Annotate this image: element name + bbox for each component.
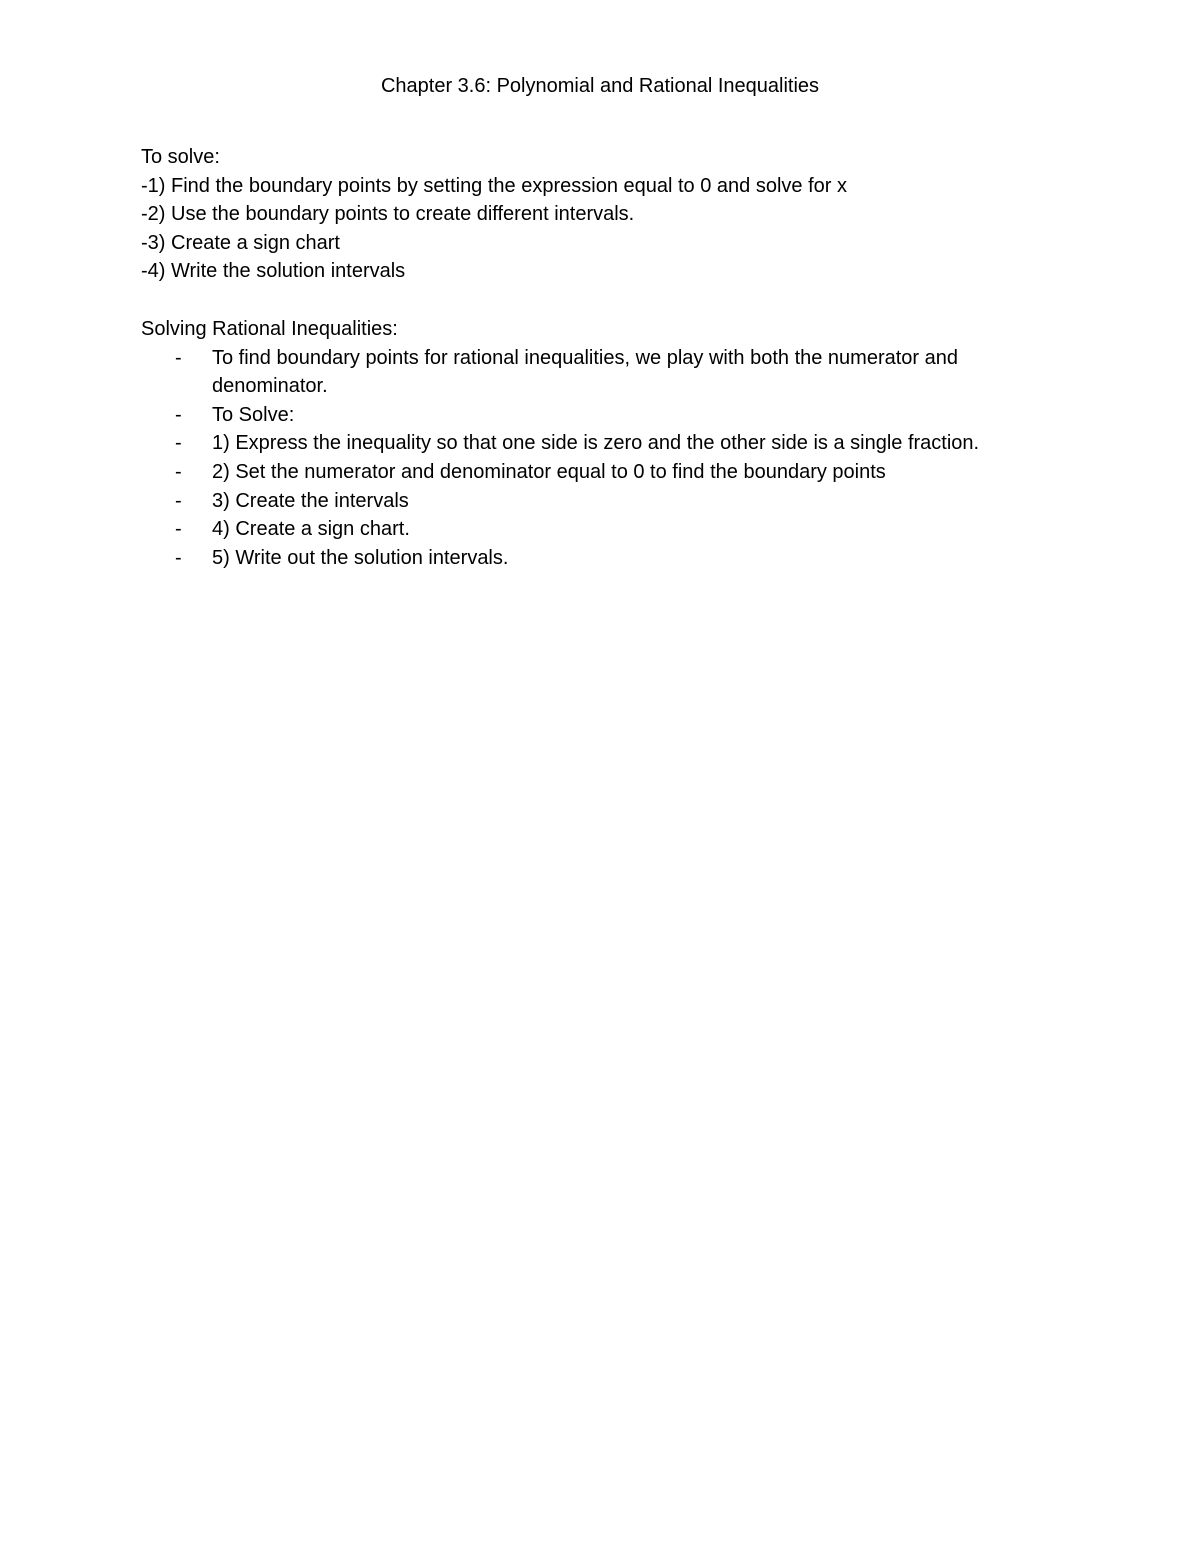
list-item [141, 544, 1061, 573]
list-item [141, 344, 1061, 401]
bullet-dash: - [175, 346, 182, 369]
list-item-text: 2) Set the numerator and denominator equal to 0 to find the boundary points [212, 460, 886, 483]
bullet-dash: - [175, 460, 182, 483]
list-item-text: 4) Create a sign chart. [212, 518, 410, 541]
step-line: -4) Write the solution intervals [141, 260, 406, 283]
list-item-text: 5) Write out the solution intervals. [212, 546, 509, 569]
bullet-dash: - [175, 546, 182, 569]
rational-inequalities-section [141, 315, 1061, 572]
bullet-dash: - [175, 518, 182, 541]
list-item [141, 429, 1061, 458]
to-solve-section [141, 143, 1061, 286]
bullet-dash: - [175, 432, 182, 455]
list-item-text: To Solve: [212, 403, 295, 426]
list-item [141, 515, 1061, 544]
page-title: Chapter 3.6: Polynomial and Rational Inequalities [380, 75, 820, 97]
list-item-text: 3) Create the intervals [212, 489, 409, 512]
list-item-text: To find boundary points for rational inequalities, we play with both the numerator and denominator. [212, 346, 959, 398]
bullet-dash: - [175, 489, 182, 512]
list-item [141, 401, 1061, 430]
bullet-list [141, 344, 1061, 573]
step-line: -2) Use the boundary points to create different intervals. [141, 203, 635, 226]
step-line: -3) Create a sign chart [141, 231, 340, 254]
step-line: -1) Find the boundary points by setting the expression equal to 0 and solve for x [141, 174, 847, 197]
section-heading: Solving Rational Inequalities: [141, 318, 398, 340]
section-heading: To solve: [141, 146, 220, 168]
list-item [141, 458, 1061, 487]
bullet-dash: - [175, 403, 182, 426]
list-item-text: 1) Express the inequality so that one side is zero and the other side is a single fraction. [212, 432, 980, 455]
list-item [141, 487, 1061, 516]
